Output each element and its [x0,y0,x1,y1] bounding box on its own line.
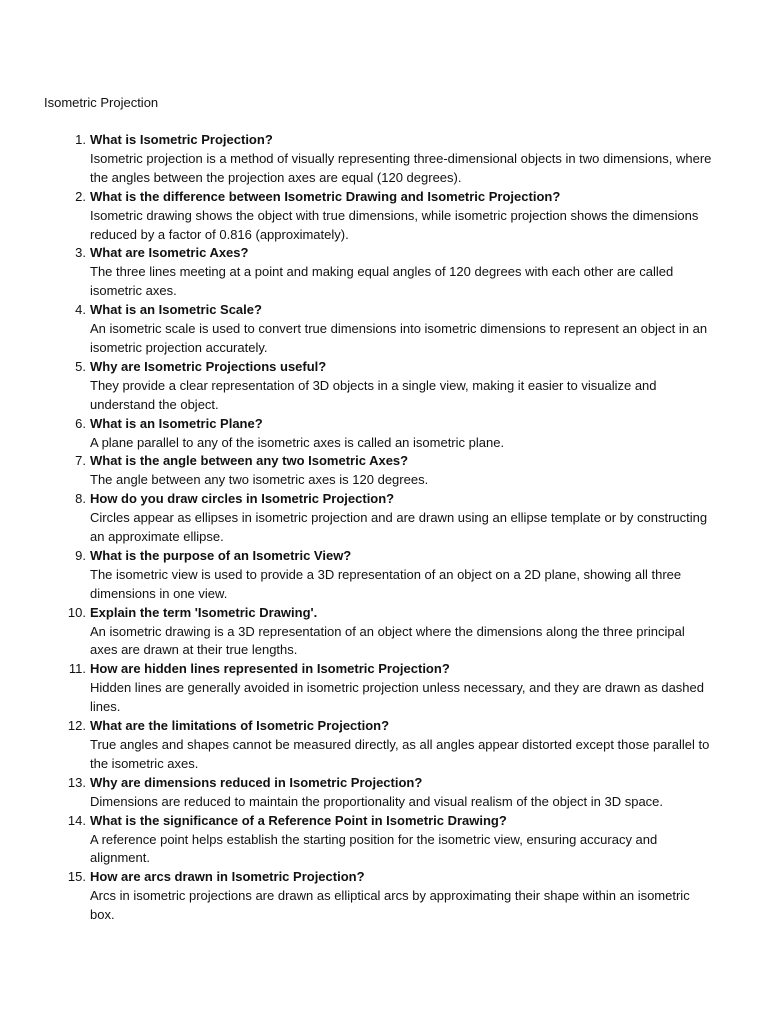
answer-text: An isometric scale is used to convert true dimensions into isometric dimensions to represent an object in an isometric projection accurately. [90,321,708,355]
answer-text: An isometric drawing is a 3D representation of an object where the dimensions along the three principal axes are drawn at their true lengths. [90,623,685,658]
question-text: What is Isometric Projection? [90,132,273,147]
answer-text: The three lines meeting at a point and making equal angles of 120 degrees with each other are called isometric axes. [90,264,674,299]
question-item [62,131,712,188]
answer-text: A reference point helps establish the starting position for the isometric view, ensuring accuracy and alignment. [90,831,658,866]
answer-text: The isometric view is used to provide a 3D representation of an object on a 2D plane, showing all three dimensions in one view. [90,566,682,601]
answer-text: A plane parallel to any of the isometric axes is called an isometric plane. [90,434,505,450]
question-item [62,301,712,358]
item-number: 3. [75,245,86,261]
question-item [62,415,712,453]
answer-text: True angles and shapes cannot be measured directly, as all angles appear distorted except those parallel to the isometric axes. [90,737,710,771]
answer-text: Arcs in isometric projections are drawn as elliptical arcs by approximating their shape within an isometric box. [90,888,690,923]
answer-text: Isometric projection is a method of visually representing three-dimensional objects in two dimensions, where the angles between the projection axes are equal (120 degrees). [90,150,712,185]
item-number: 11. [68,661,86,677]
question-item [62,490,712,547]
question-item [62,868,712,925]
question-text: Why are dimensions reduced in Isometric Projection? [90,774,423,790]
question-text: Explain the term 'Isometric Drawing'. [90,604,318,620]
question-item [62,812,712,869]
question-text: How are hidden lines represented in Isometric Projection? [90,661,450,677]
answer-text: Circles appear as ellipses in isometric projection and are drawn using an ellipse template or by constructing an approximate ellipse. [90,510,708,545]
document-title: Isometric Projection [44,95,159,110]
item-number: 1. [75,132,86,147]
answer-text: Hidden lines are generally avoided in isometric projection unless necessary, and they are drawn as dashed lines. [90,680,704,715]
item-number: 5. [75,358,86,374]
question-text: What is the angle between any two Isometric Axes? [90,453,409,469]
answer-text: Isometric drawing shows the object with true dimensions, while isometric projection shows the dimensions reduced by a factor of 0.816 (approximately). [90,207,699,242]
item-number: 13. [67,774,86,790]
answer-text: Dimensions are reduced to maintain the proportionality and visual realism of the object in 3D space. [90,793,664,809]
answer-text: They provide a clear representation of 3D objects in a single view, making it easier to visualize and understand the object. [90,377,657,412]
question-text: How do you draw circles in Isometric Projection? [90,491,395,507]
question-text: What is the significance of a Reference Point in Isometric Drawing? [90,812,507,828]
item-number: 6. [75,415,86,431]
question-text: What is an Isometric Scale? [90,302,262,318]
item-number: 8. [75,491,86,507]
question-item [62,717,712,774]
question-list [62,131,712,925]
question-text: What are Isometric Axes? [90,245,249,261]
question-item [62,774,712,812]
item-number: 12. [67,718,86,734]
question-text: How are arcs drawn in Isometric Projection? [90,869,365,885]
item-number: 9. [75,547,86,563]
item-number: 2. [75,188,86,204]
question-text: Why are Isometric Projections useful? [90,358,327,374]
item-number: 4. [75,302,86,318]
question-text: What is an Isometric Plane? [90,415,263,431]
question-item [62,188,712,245]
question-item [62,660,712,717]
question-item [62,547,712,604]
answer-text: The angle between any two isometric axes is 120 degrees. [90,472,429,488]
question-item [62,604,712,661]
question-text: What is the difference between Isometric Drawing and Isometric Projection? [90,188,561,204]
item-number: 10. [67,604,86,620]
question-item [62,244,712,301]
question-text: What are the limitations of Isometric Projection? [90,718,390,734]
question-item [62,452,712,490]
question-text: What is the purpose of an Isometric View? [90,547,352,563]
item-number: 15. [67,869,86,885]
question-item [62,358,712,415]
item-number: 7. [75,453,86,469]
item-number: 14. [67,812,86,828]
